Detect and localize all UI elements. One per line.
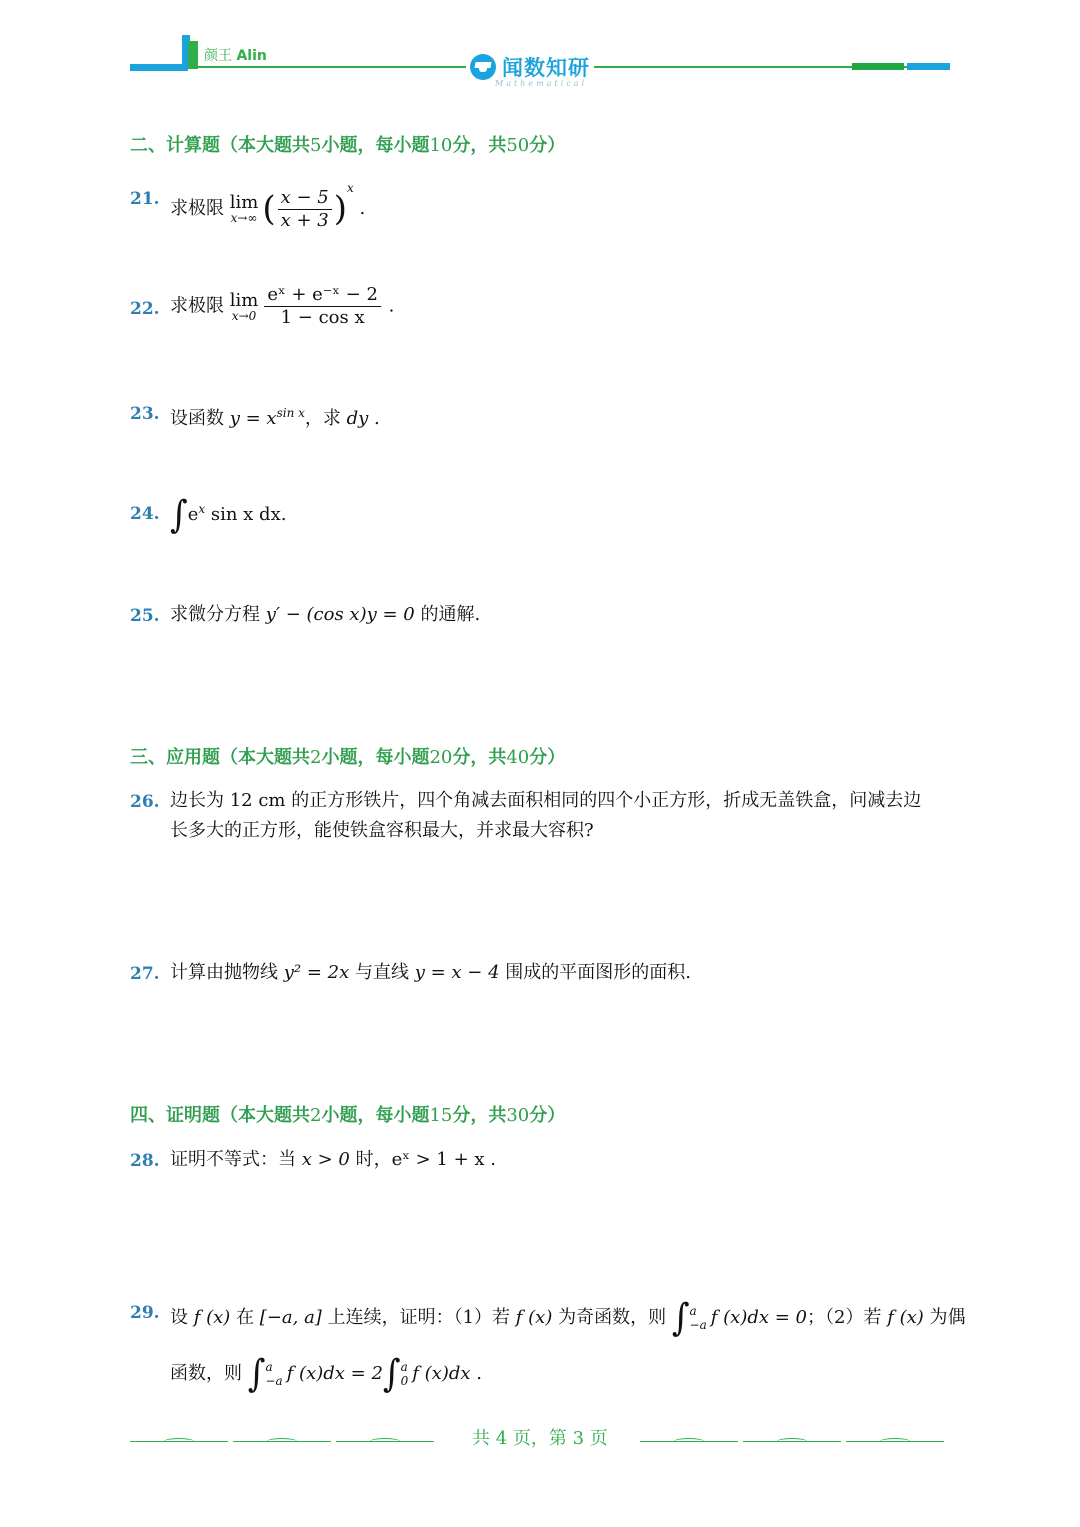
question-28: 证明不等式：当 x > 0 时，eˣ > 1 + x .: [170, 1149, 497, 1170]
footer-ornament-icon: [880, 1438, 910, 1445]
header-accent-right-blue: [907, 63, 950, 70]
question-23: 设函数 $y = x^{sin x}$，求 dy .: [170, 406, 380, 429]
question-25: 求微分方程 y′ − (cos x)y = 0 的通解.: [170, 604, 481, 625]
left-brand-latin: Alin: [236, 48, 267, 64]
question-number: 22.: [130, 299, 160, 319]
section-title-application: 三、应用题（本大题共2小题，每小题20分，共40分）: [130, 747, 566, 768]
integral-sign-icon: ∫: [247, 1352, 266, 1396]
footer-ornament-icon: [674, 1438, 704, 1445]
question-21: 求极限 lim x→∞ ( $\frac{x - 5}{x + 3}$ )$^x$ .: [170, 181, 366, 231]
footer-ornament-icon: [370, 1438, 400, 1445]
question-22: 求极限 lim x→0 $\frac{\text{eˣ + e⁻ˣ − 2}}{\text{1 − cos x}}$ .: [170, 284, 395, 328]
section-title-calculation: 二、计算题（本大题共5小题，每小题10分，共50分）: [130, 135, 566, 156]
question-number: 24.: [130, 504, 160, 524]
question-26: 边长为 12 cm 的正方形铁片，四个角减去面积相同的四个小正方形，折成无盖铁盒，问减去边 长多大的正方形，能使铁盒容积最大，并求最大容积?: [170, 790, 922, 841]
footer-ornament-icon: [267, 1438, 297, 1445]
question-number: 28.: [130, 1151, 160, 1171]
question-number: 23.: [130, 404, 160, 424]
integral-sign-icon: ∫: [170, 493, 188, 537]
header-accent-left: [130, 64, 188, 71]
question-number: 26.: [130, 792, 160, 812]
section-title-proof: 四、证明题（本大题共2小题，每小题15分，共30分）: [130, 1105, 566, 1126]
header-accent-right-green: [852, 63, 904, 70]
question-27: 计算由抛物线 y² = 2x 与直线 y = x − 4 围成的平面图形的面积.: [170, 962, 692, 983]
center-brand-name: 闻数知研: [502, 56, 590, 80]
question-29: 设 f (x) 在 [−a, a] 上连续，证明：（1）若 f (x) 为奇函数，则 ∫ a −a f (x)dx = 0；（2）若 f (x) 为偶 函数，则 ∫ a −a f (x)dx = 2∫ a 0 f (x)dx .: [170, 1290, 960, 1402]
question-number: 21.: [130, 189, 160, 209]
integral-sign-icon: ∫: [671, 1296, 690, 1340]
footer-ornament-icon: [164, 1438, 194, 1445]
center-brand-subtitle: Mathematical: [495, 79, 587, 88]
question-number: 29.: [130, 1303, 160, 1323]
center-brand: [466, 52, 594, 82]
question-number: 27.: [130, 964, 160, 984]
graduation-cap-icon: [470, 54, 496, 80]
question-number: 25.: [130, 606, 160, 626]
brand-logo-icon: [182, 35, 202, 69]
left-brand: [182, 33, 267, 69]
integral-sign-icon: ∫: [382, 1352, 401, 1396]
footer-ornament-icon: [777, 1438, 807, 1445]
page-number: 共 4 页，第 3 页: [472, 1428, 608, 1449]
left-brand-name: 颜王: [204, 48, 232, 64]
question-24: $\int e^x$ sin x dx.: [170, 493, 287, 537]
